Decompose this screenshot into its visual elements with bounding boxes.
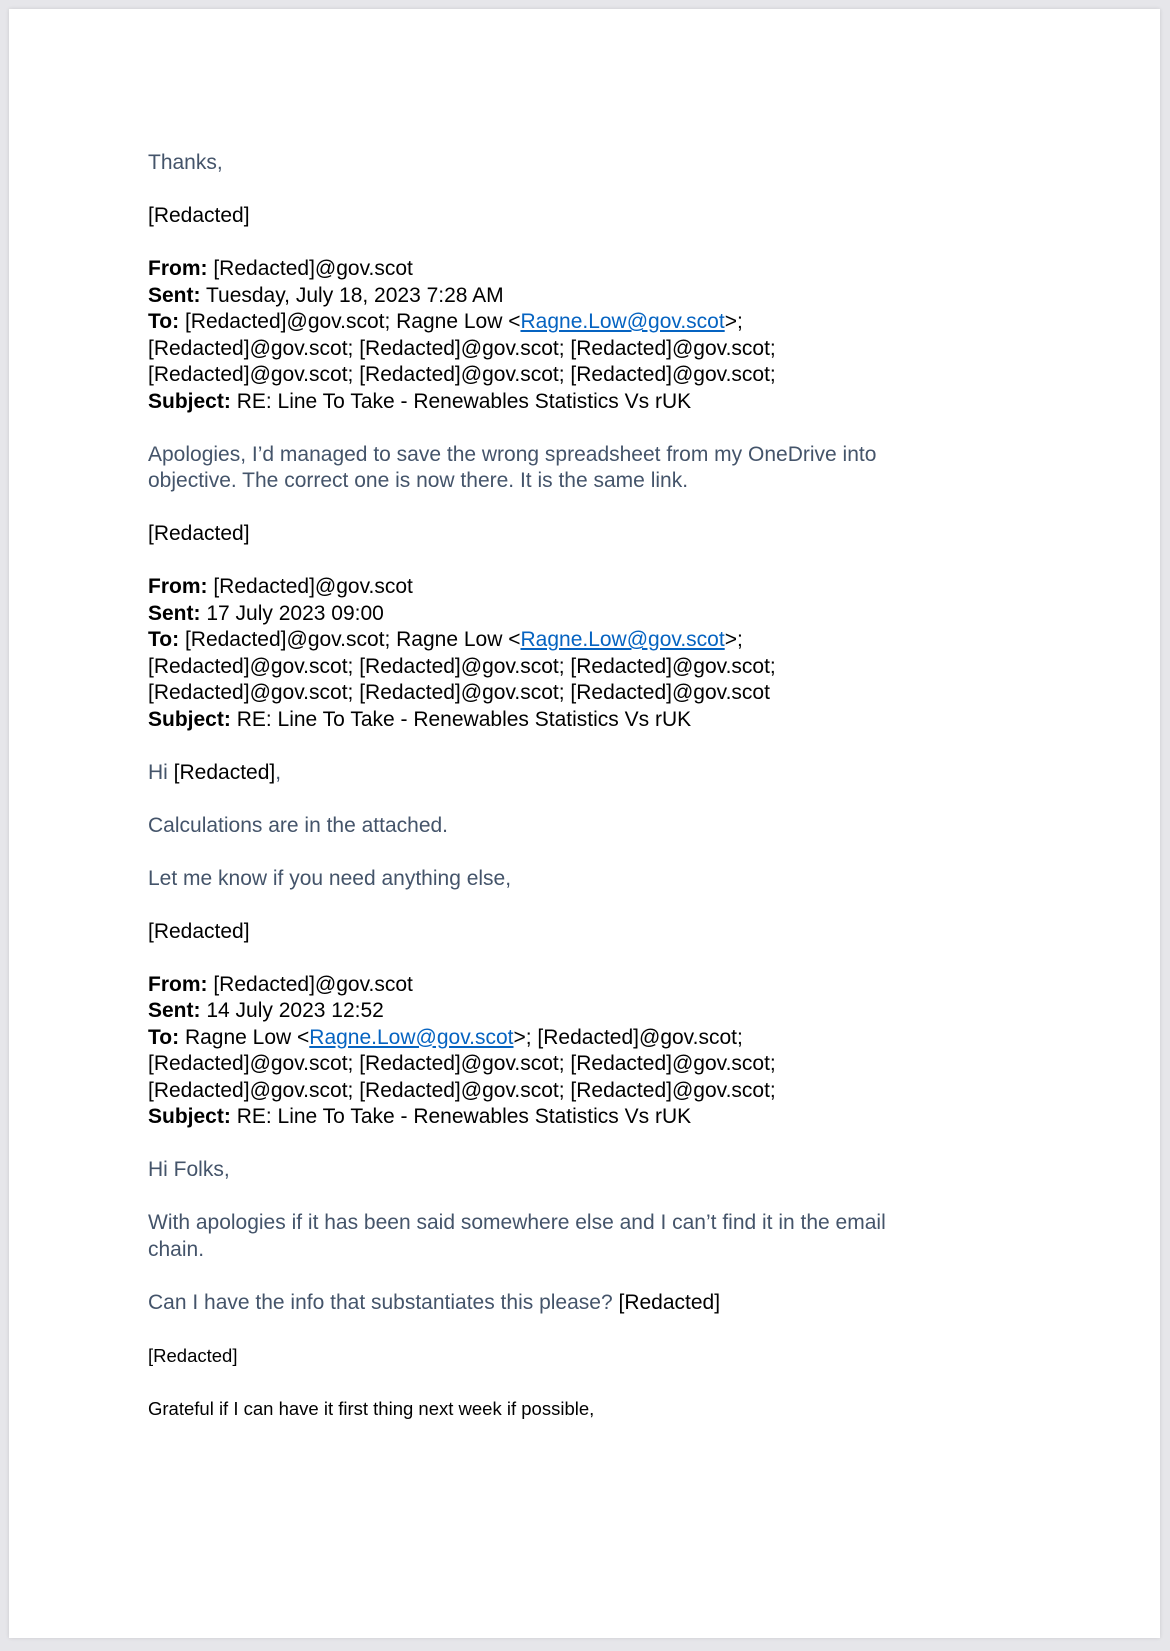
from-line	[148, 256, 1008, 283]
closing-thanks: Thanks,	[148, 151, 223, 174]
email-link-ragne-low[interactable]: Ragne.Low@gov.scot	[309, 1025, 514, 1049]
from-label: From:	[148, 575, 208, 598]
from-line	[148, 574, 1008, 601]
to-label: To:	[148, 628, 180, 651]
to-suffix: >;	[724, 628, 743, 651]
greeting-suffix: ,	[275, 760, 282, 784]
sent-line	[148, 283, 1008, 310]
subject-value: RE: Line To Take - Renewables Statistics Vs rUK	[236, 389, 692, 413]
greeting	[148, 760, 1008, 787]
to-suffix: >; [Redacted]@gov.scot;	[513, 1025, 743, 1049]
to-prefix: [Redacted]@gov.scot; Ragne Low <	[184, 310, 521, 333]
sent-line	[148, 601, 1008, 628]
body-text: objective. The correct one is now there. It is the same link.	[148, 469, 689, 492]
to-suffix: >;	[724, 310, 743, 333]
from-label: From:	[148, 257, 208, 280]
from-value: [Redacted]@gov.scot	[213, 575, 413, 598]
email-header-1	[148, 256, 1008, 415]
body-text: Apologies, I’d managed to save the wrong spreadsheet from my OneDrive into	[148, 442, 877, 466]
body-text: Let me know if you need anything else,	[148, 866, 512, 890]
to-label: To:	[148, 1025, 180, 1049]
subject-label: Subject:	[148, 707, 231, 731]
to-prefix: [Redacted]@gov.scot; Ragne Low <	[184, 628, 521, 651]
email-chain	[148, 150, 1008, 1422]
redacted-paragraph: [Redacted]	[148, 1344, 238, 1366]
sent-value: Tuesday, July 18, 2023 7:28 AM	[205, 283, 504, 307]
greeting: Hi Folks,	[148, 1158, 230, 1181]
subject-line	[148, 707, 1008, 734]
signature-redacted: [Redacted]	[148, 522, 250, 545]
sent-label: Sent:	[148, 999, 201, 1022]
email-header-2	[148, 574, 1008, 733]
email-link-ragne-low[interactable]: Ragne.Low@gov.scot	[520, 310, 725, 333]
question-line	[148, 1290, 1008, 1317]
sent-label: Sent:	[148, 283, 201, 307]
from-value: [Redacted]@gov.scot	[213, 972, 413, 996]
greeting-prefix: Hi	[148, 760, 174, 784]
document-page	[9, 9, 1160, 1638]
signature-redacted: [Redacted]	[148, 919, 250, 943]
to-line	[148, 627, 1008, 654]
subject-value: RE: Line To Take - Renewables Statistics Vs rUK	[236, 1105, 692, 1128]
to-line	[148, 309, 1008, 336]
greeting-name-redacted: [Redacted]	[173, 760, 276, 784]
sent-label: Sent:	[148, 601, 201, 625]
to-line-3: [Redacted]@gov.scot; [Redacted]@gov.scot; [Redacted]@gov.scot;	[148, 363, 776, 386]
signature-redacted: [Redacted]	[148, 204, 250, 227]
to-line-2: [Redacted]@gov.scot; [Redacted]@gov.scot; [Redacted]@gov.scot;	[148, 654, 776, 678]
to-line-2: [Redacted]@gov.scot; [Redacted]@gov.scot; [Redacted]@gov.scot;	[148, 336, 776, 360]
subject-line	[148, 389, 1008, 416]
subject-line	[148, 1104, 1008, 1131]
subject-label: Subject:	[148, 1105, 231, 1128]
from-label: From:	[148, 972, 208, 996]
sent-line	[148, 998, 1008, 1025]
question-redacted: [Redacted]	[618, 1290, 721, 1314]
from-line	[148, 972, 1008, 999]
closing-request: Grateful if I can have it first thing next week if possible,	[148, 1397, 595, 1419]
subject-label: Subject:	[148, 389, 231, 413]
to-line	[148, 1025, 1008, 1052]
to-prefix: Ragne Low <	[184, 1025, 310, 1049]
sent-value: 14 July 2023 12:52	[206, 999, 384, 1022]
email-header-3	[148, 972, 1008, 1131]
email-link-ragne-low[interactable]: Ragne.Low@gov.scot	[520, 628, 725, 651]
from-value: [Redacted]@gov.scot	[213, 257, 413, 280]
subject-value: RE: Line To Take - Renewables Statistics Vs rUK	[236, 707, 692, 731]
body-text: With apologies if it has been said somewhere else and I can’t find it in the email	[148, 1211, 886, 1234]
sent-value: 17 July 2023 09:00	[206, 601, 384, 625]
body-text: Calculations are in the attached.	[148, 813, 449, 837]
to-line-3: [Redacted]@gov.scot; [Redacted]@gov.scot; [Redacted]@gov.scot;	[148, 1078, 776, 1102]
to-line-2: [Redacted]@gov.scot; [Redacted]@gov.scot; [Redacted]@gov.scot;	[148, 1052, 776, 1075]
body-text: chain.	[148, 1237, 205, 1261]
to-line-3: [Redacted]@gov.scot; [Redacted]@gov.scot; [Redacted]@gov.scot	[148, 681, 770, 704]
to-label: To:	[148, 310, 180, 333]
question-text: Can I have the info that substantiates this please?	[148, 1290, 619, 1314]
